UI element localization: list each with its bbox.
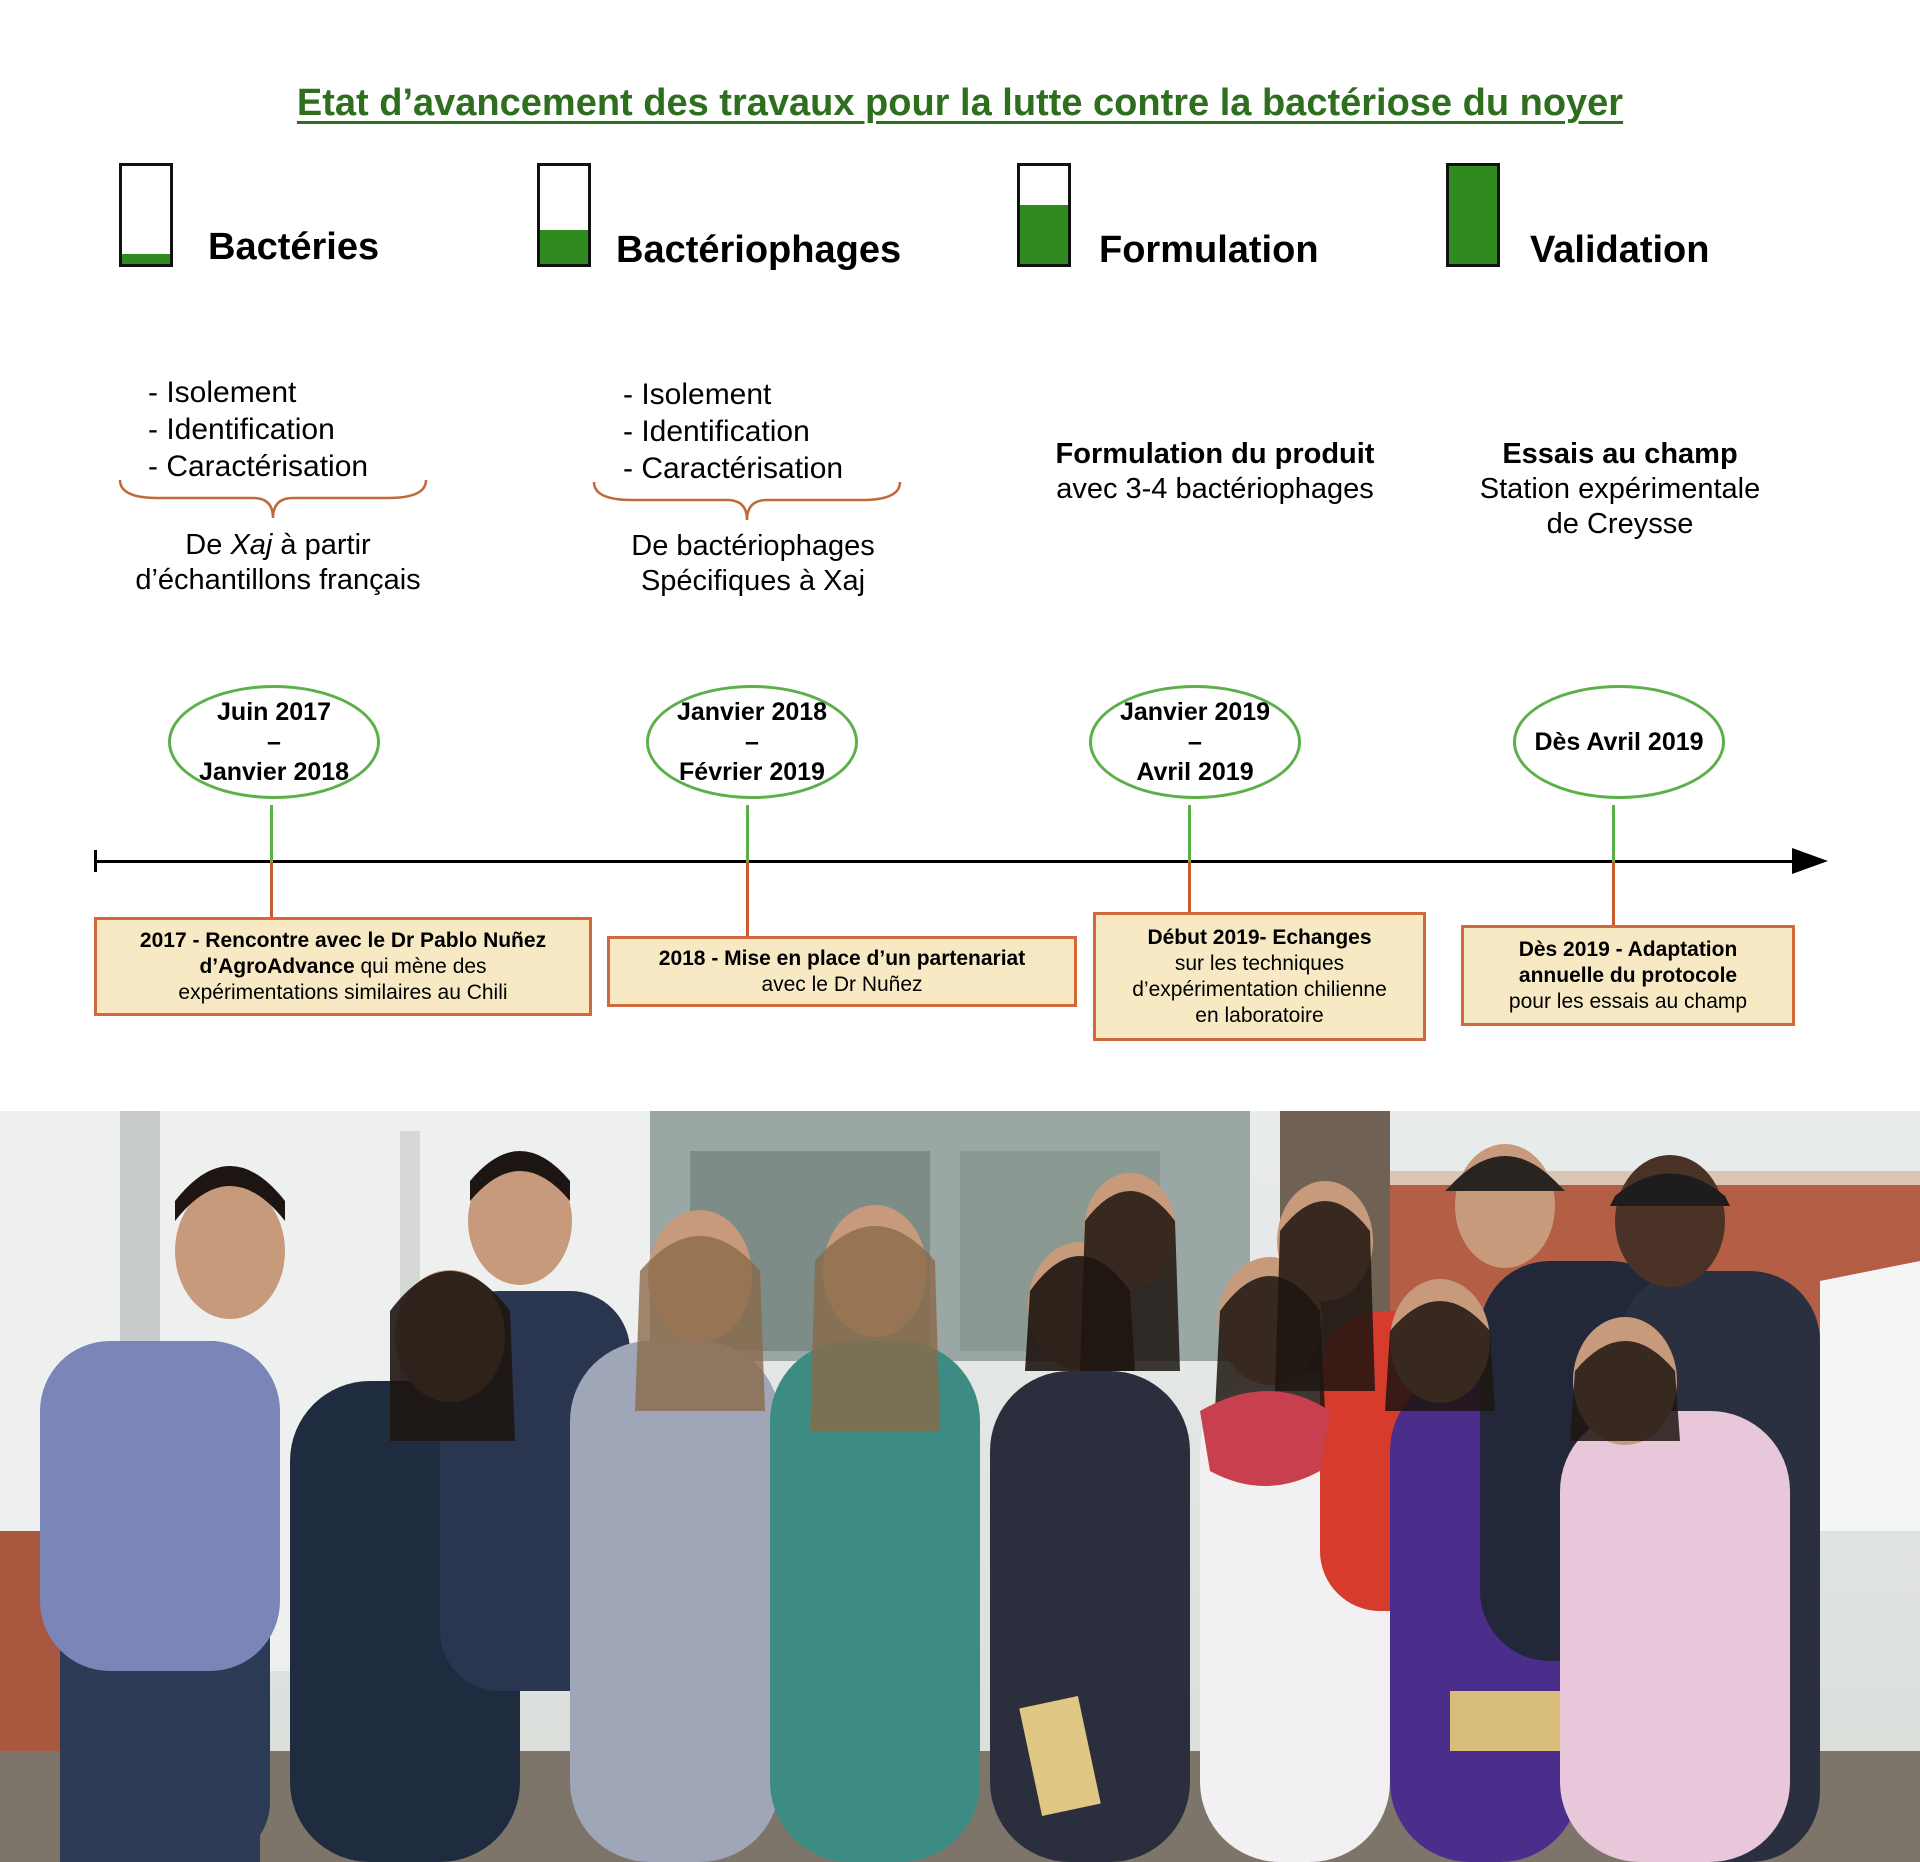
period-oval bbox=[1089, 685, 1301, 799]
event-box bbox=[94, 917, 592, 1016]
step-item: - Caractérisation bbox=[623, 452, 844, 485]
period-end: Février 2019 bbox=[679, 758, 825, 786]
period-connector bbox=[1188, 805, 1191, 862]
event-box bbox=[1461, 925, 1795, 1026]
period-start: Janvier 2019 bbox=[1119, 698, 1271, 726]
step-item: - Caractérisation bbox=[148, 450, 369, 483]
poster-title: Etat d’avancement des travaux pour la lutte contre la bactériose du noyer bbox=[296, 82, 1624, 124]
event-title: Dès 2019 - Adaptation bbox=[1518, 937, 1738, 961]
progress-gauge-bacteries bbox=[119, 163, 173, 267]
phase-label-bacteriophages: Bactériophages bbox=[616, 229, 902, 271]
caption-line: De bactériophages bbox=[631, 530, 875, 562]
period-dash: – bbox=[1188, 728, 1202, 756]
event-connector bbox=[1612, 862, 1615, 927]
period-oval bbox=[168, 685, 380, 799]
period-dash: – bbox=[267, 728, 281, 756]
period-dash: – bbox=[745, 728, 759, 756]
validation-description bbox=[1420, 437, 1820, 542]
event-line: avec le Dr Nuñez bbox=[761, 972, 923, 996]
timeline-arrowhead bbox=[1792, 848, 1828, 874]
event-line: d’expérimentation chilienne bbox=[1132, 977, 1387, 1001]
steps-list-bacteries bbox=[148, 374, 368, 485]
formulation-description bbox=[1015, 437, 1415, 507]
step-item: - Isolement bbox=[623, 378, 772, 411]
caption-line: De Xaj à partir bbox=[185, 529, 371, 561]
validation-text: Station expérimentale bbox=[1479, 473, 1761, 505]
progress-gauge-validation bbox=[1446, 163, 1500, 267]
event-line: pour les essais au champ bbox=[1508, 989, 1748, 1013]
caption-line: Spécifiques à Xaj bbox=[640, 565, 866, 597]
step-item: - Identification bbox=[623, 415, 810, 448]
formulation-title: Formulation du produit bbox=[1055, 438, 1375, 470]
period-start: Janvier 2018 bbox=[676, 698, 828, 726]
step-item: - Isolement bbox=[148, 376, 297, 409]
validation-title: Essais au champ bbox=[1502, 438, 1738, 470]
formulation-text: avec 3-4 bactériophages bbox=[1056, 473, 1374, 505]
phase-label-bacteries: Bactéries bbox=[208, 226, 380, 268]
period-oval bbox=[1513, 685, 1725, 799]
period-end: Janvier 2018 bbox=[198, 758, 350, 786]
period-connector bbox=[746, 805, 749, 862]
caption-bacteries bbox=[78, 528, 478, 598]
curly-brace bbox=[592, 480, 902, 524]
curly-brace bbox=[118, 478, 428, 522]
caption-bacteriophages bbox=[553, 529, 953, 599]
step-item: - Identification bbox=[148, 413, 335, 446]
period-oval bbox=[646, 685, 858, 799]
phase-label-formulation: Formulation bbox=[1099, 229, 1319, 271]
caption-line: d’échantillons français bbox=[135, 564, 421, 596]
event-connector bbox=[270, 862, 273, 919]
period-end: Avril 2019 bbox=[1136, 758, 1254, 786]
event-line: Début 2019- Echanges bbox=[1147, 925, 1372, 949]
progress-gauge-formulation bbox=[1017, 163, 1071, 267]
event-box bbox=[1093, 912, 1426, 1041]
gauge-fill bbox=[1020, 205, 1068, 264]
period-start: Dès Avril 2019 bbox=[1534, 728, 1704, 756]
event-line: d’AgroAdvance qui mène des bbox=[199, 954, 487, 978]
period-connector bbox=[270, 805, 273, 862]
gauge-fill bbox=[122, 254, 170, 264]
event-line: en laboratoire bbox=[1195, 1003, 1324, 1027]
phase-label-validation: Validation bbox=[1530, 229, 1710, 271]
steps-list-bacteriophages bbox=[623, 376, 843, 487]
validation-text: de Creysse bbox=[1546, 508, 1694, 540]
event-title: 2018 - Mise en place d’un partenariat bbox=[658, 946, 1026, 970]
event-title: annuelle du protocole bbox=[1518, 963, 1738, 987]
team-group-photo bbox=[0, 1111, 1920, 1862]
event-line: sur les techniques bbox=[1174, 951, 1345, 975]
timeline-start-tick bbox=[94, 850, 97, 872]
progress-gauge-bacteriophages bbox=[537, 163, 591, 267]
photo-illustration bbox=[0, 1111, 1920, 1862]
gauge-fill bbox=[1449, 166, 1497, 264]
event-title: 2017 - Rencontre avec le Dr Pablo Nuñez bbox=[139, 928, 547, 952]
period-start: Juin 2017 bbox=[217, 698, 331, 726]
period-connector bbox=[1612, 805, 1615, 862]
event-connector bbox=[746, 862, 749, 939]
event-connector bbox=[1188, 862, 1191, 914]
event-line: expérimentations similaires au Chili bbox=[178, 980, 508, 1004]
timeline-axis bbox=[94, 860, 1820, 863]
gauge-fill bbox=[540, 230, 588, 264]
event-box bbox=[607, 936, 1077, 1007]
